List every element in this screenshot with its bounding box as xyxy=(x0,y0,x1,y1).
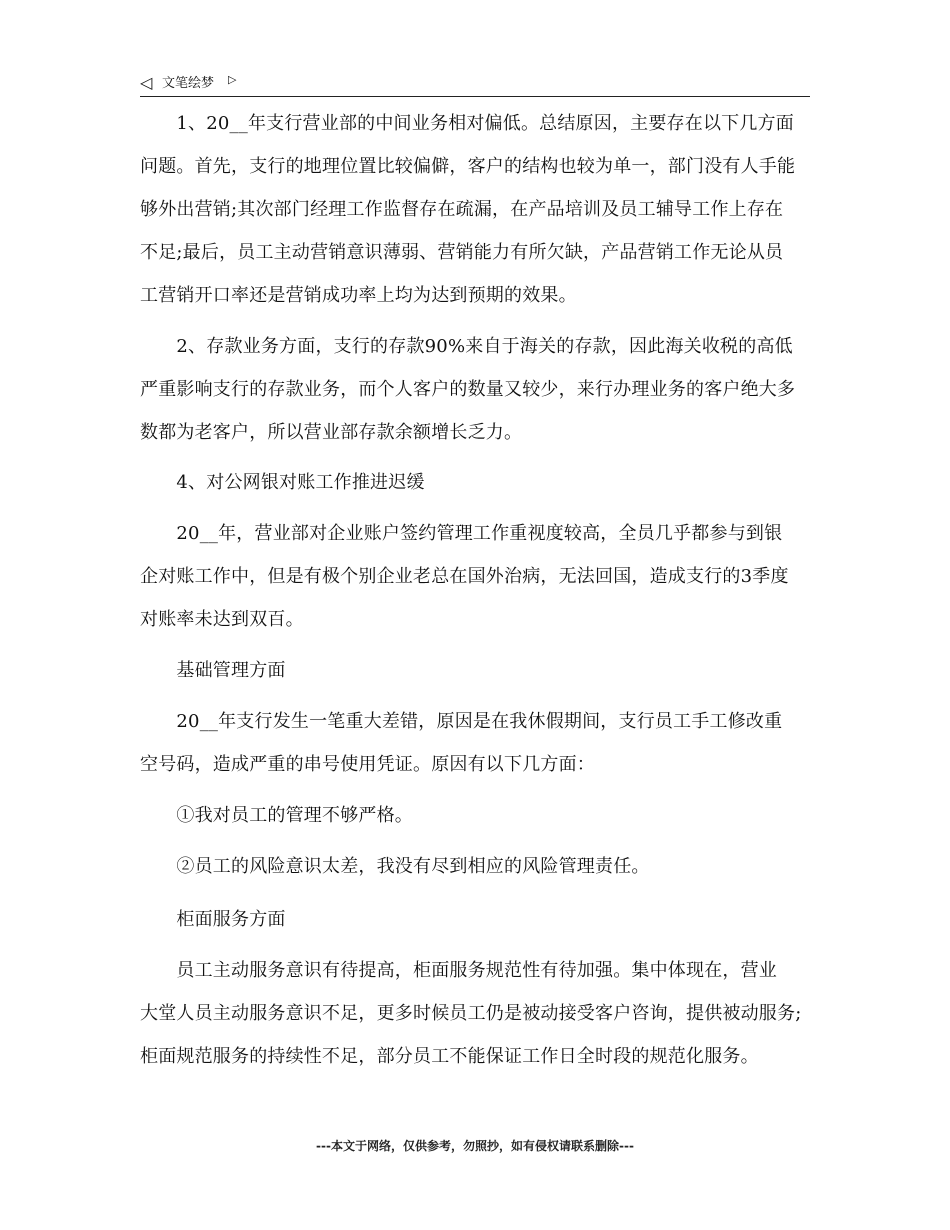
text-line: 数都为老客户，所以营业部存款余额增长乏力。 xyxy=(140,422,523,443)
text-line: 问题。首先，支行的地理位置比较偏僻，客户的结构也较为单一，部门没有人手能 xyxy=(140,156,796,177)
text-line: 柜面规范服务的持续性不足，部分员工不能保证工作日全时段的规范化服务。 xyxy=(140,1046,759,1067)
text-line: 空号码，造成严重的串号使用凭证。原因有以下几方面： xyxy=(140,754,595,775)
text-line: 基础管理方面 xyxy=(140,660,286,681)
text-line: 大堂人员主动服务意识不足，更多时候员工仍是被动接受客户咨询，提供被动服务; xyxy=(140,1003,802,1024)
text-line: 严重影响支行的存款业务，而个人客户的数量又较少，来行办理业务的客户绝大多 xyxy=(140,379,796,400)
text-line: ②员工的风险意识太差，我没有尽到相应的风险管理责任。 xyxy=(140,856,650,877)
text-line: 柜面服务方面 xyxy=(140,909,286,930)
text-line: 4、对公网银对账工作推进迟缓 xyxy=(140,472,425,493)
footer-disclaimer: ---本文于网络，仅供参考，勿照抄，如有侵权请联系删除--- xyxy=(316,1139,634,1153)
text-line: 对账率未达到双百。 xyxy=(140,609,304,630)
text-line: 工营销开口率还是营销成功率上均为达到预期的效果。 xyxy=(140,285,577,306)
text-line: 2、存款业务方面，支行的存款90%来自于海关的存款，因此海关收税的高低 xyxy=(140,336,793,357)
text-line: 企对账工作中，但是有极个别企业老总在国外治病，无法回国，造成支行的3季度 xyxy=(140,566,789,587)
text-line: 20__年支行发生一笔重大差错，原因是在我休假期间，支行员工手工修改重 xyxy=(140,711,783,732)
text-line: ①我对员工的管理不够严格。 xyxy=(140,805,413,826)
text-line: 不足;最后，员工主动营销意识薄弱、营销能力有所欠缺，产品营销工作无论从员 xyxy=(140,242,784,263)
page-header xyxy=(140,72,810,97)
header-brand: 文笔绘梦 xyxy=(162,76,215,91)
text-line: 1、20__年支行营业部的中间业务相对偏低。总结原因，主要存在以下几方面 xyxy=(140,113,794,134)
text-line: 20__年，营业部对企业账户签约管理工作重视度较高，全员几乎都参与到银 xyxy=(140,523,783,544)
text-line: 员工主动服务意识有待提高，柜面服务规范性有待加强。集中体现在，营业 xyxy=(140,960,777,981)
text-line: 够外出营销;其次部门经理工作监督存在疏漏，在产品培训及员工辅导工作上存在 xyxy=(140,199,784,220)
triangle-left-icon: ◁ xyxy=(140,73,153,92)
triangle-right-icon: ▷ xyxy=(228,73,237,86)
